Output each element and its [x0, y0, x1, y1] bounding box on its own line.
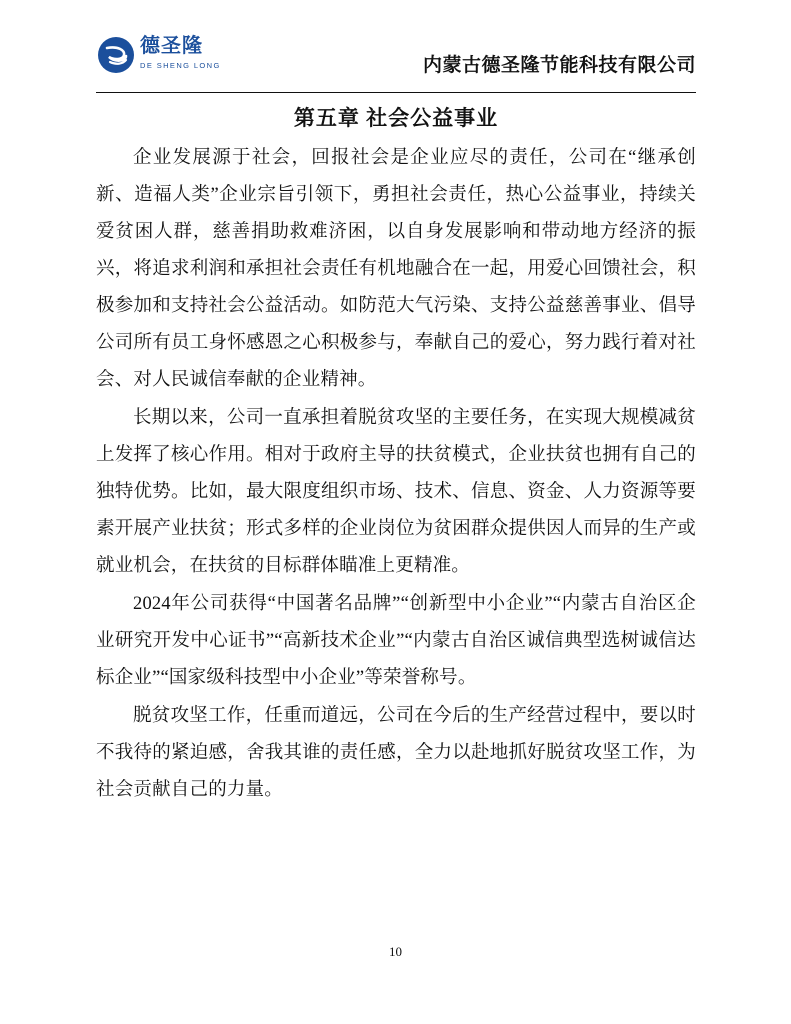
document-body	[96, 140, 696, 810]
body-paragraph: 脱贫攻坚工作，任重而道远，公司在今后的生产经营过程中，要以时不我待的紧迫感，舍我其谁的责任感，全力以赴地抓好脱贫攻坚工作，为社会贡献自己的力量。	[96, 706, 696, 800]
page-number: 10	[389, 944, 402, 959]
body-paragraph: 企业发展源于社会，回报社会是企业应尽的责任，公司在“继承创新、造福人类”企业宗旨引领下，勇担社会责任，热心公益事业，持续关爱贫困人群，慈善捐助救难济困，以自身发展影响和带动地方经济的振兴，将追求利润和承担社会责任有机地融合在一起，用爱心回馈社会，积极参加和支持社会公益活动。如防范大气污染、支持公益慈善事业、倡导公司所有员工身怀感恩之心积极参与，奉献自己的爱心，努力践行着对社会、对人民诚信奉献的企业精神。	[96, 148, 696, 390]
company-logo	[96, 32, 231, 82]
logo-text-english: DE SHENG LONG	[140, 61, 221, 70]
body-paragraph: 2024年公司获得“中国著名品牌”“创新型中小企业”“内蒙古自治区企业研究开发中心证书”“高新技术企业”“内蒙古自治区诚信典型选树诚信达标企业”“国家级科技型中小企业”等荣誉称号。	[96, 594, 696, 688]
company-logo-icon	[96, 35, 136, 75]
company-name-heading: 内蒙古德圣隆节能科技有限公司	[422, 55, 696, 76]
body-paragraph: 长期以来，公司一直承担着脱贫攻坚的主要任务，在实现大规模减贫上发挥了核心作用。相对于政府主导的扶贫模式，企业扶贫也拥有自己的独特优势。比如，最大限度组织市场、技术、信息、资金、人力资源等要素开展产业扶贫；形式多样的企业岗位为贫困群众提供因人而异的生产或就业机会，在扶贫的目标群体瞄准上更精准。	[96, 408, 696, 576]
logo-text-chinese: 德圣隆	[140, 35, 203, 57]
chapter-title: 第五章 社会公益事业	[293, 106, 499, 130]
page-header	[96, 32, 696, 90]
header-divider	[96, 92, 696, 93]
